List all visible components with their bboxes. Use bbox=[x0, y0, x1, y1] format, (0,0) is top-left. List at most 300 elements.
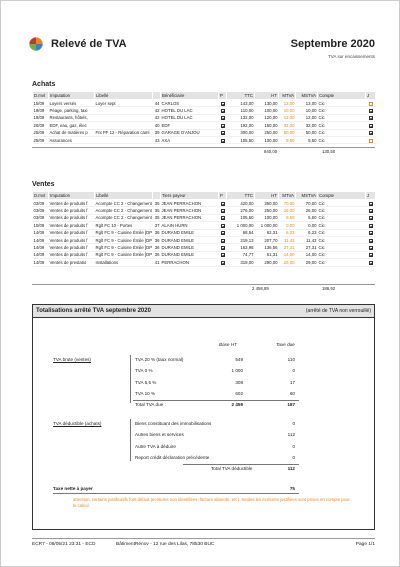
cell-ttc: 163,98 bbox=[227, 244, 255, 251]
cell-mstva: 14,00 bbox=[296, 251, 318, 258]
cell-benef_no: 35 bbox=[153, 214, 161, 221]
cell-benef: JEAN PERRACHON bbox=[161, 207, 219, 214]
pointed-checkbox[interactable] bbox=[219, 236, 227, 243]
cell-mtva: 50,00 bbox=[279, 129, 296, 136]
cell-ht: 100,00 bbox=[255, 214, 279, 221]
achats-body bbox=[33, 100, 376, 144]
brute-row-tax: 17 bbox=[289, 380, 295, 385]
cell-compte: Cic bbox=[318, 136, 366, 143]
col-header: J bbox=[366, 192, 376, 200]
cell-compte: Cic bbox=[318, 244, 366, 251]
checkbox-icon[interactable] bbox=[369, 202, 373, 206]
cell-date: 03/09 bbox=[33, 200, 49, 207]
cell-ht: 136,56 bbox=[255, 244, 279, 251]
col-header: D.mvt bbox=[33, 192, 49, 200]
justif-checkbox[interactable] bbox=[366, 136, 376, 143]
col-header: Libellé bbox=[95, 92, 153, 100]
col-header: MTVA bbox=[279, 192, 296, 200]
cell-date: 14/09 bbox=[33, 244, 49, 251]
missing-proof-icon[interactable] bbox=[369, 139, 373, 143]
cell-benef: DURAND EMILE bbox=[161, 236, 219, 243]
ventes-header-row bbox=[33, 192, 376, 200]
cell-ttc: 68,54 bbox=[227, 229, 255, 236]
cell-mstva: 11,42 bbox=[296, 236, 318, 243]
deduct-total-rule bbox=[183, 464, 299, 465]
cell-lib: Fnt PF 12 - Réparation caml bbox=[95, 129, 153, 136]
checkbox-icon[interactable] bbox=[369, 253, 373, 257]
page-title: Relevé de TVA bbox=[51, 38, 127, 50]
ventes-total-mstva: 186,92 bbox=[322, 286, 336, 291]
brute-row-tax: 110 bbox=[287, 357, 295, 362]
cell-mtva: 29,00 bbox=[279, 259, 296, 266]
cell-benef: EDF bbox=[161, 122, 219, 129]
achats-header-row bbox=[33, 92, 376, 100]
pointed-checkbox[interactable] bbox=[219, 136, 227, 143]
checkbox-icon[interactable] bbox=[221, 102, 225, 106]
deduct-total-value: 112 bbox=[287, 466, 295, 471]
cell-ht: 160,00 bbox=[255, 122, 279, 129]
net-tax-label: Taxe nette à payer bbox=[53, 486, 93, 491]
cell-date: 15/09 bbox=[33, 100, 49, 107]
cell-mstva: 5,50 bbox=[296, 136, 318, 143]
checkbox-icon[interactable] bbox=[221, 246, 225, 250]
col-header: D.mvt bbox=[33, 92, 49, 100]
cell-date: 03/09 bbox=[33, 207, 49, 214]
base-ht-header: Base HT bbox=[219, 342, 237, 347]
cell-imp: Ventes de produits f bbox=[49, 222, 95, 229]
cell-benef_no: 36 bbox=[153, 229, 161, 236]
cell-benef: JEAN PERRACHON bbox=[161, 214, 219, 221]
cell-benef: HOTEL DU LAC bbox=[161, 114, 219, 121]
brute-row-label: TVA 5,5 % bbox=[135, 380, 157, 385]
cell-ht: 250,00 bbox=[255, 207, 279, 214]
col-header: MTVA bbox=[279, 92, 296, 100]
brute-total-base: 2 459 bbox=[231, 402, 243, 407]
justif-checkbox[interactable] bbox=[366, 251, 376, 258]
cell-ht: 350,00 bbox=[255, 200, 279, 207]
cell-mtva: 6,23 bbox=[279, 229, 296, 236]
cell-mtva: 27,31 bbox=[279, 244, 296, 251]
cell-lib: Rglt FC 9 - Cuisine Émile [DP bbox=[95, 237, 153, 243]
cell-date: 20/09 bbox=[33, 122, 49, 129]
cell-benef: ALAIN HURN bbox=[161, 222, 219, 229]
brute-bracket bbox=[130, 355, 131, 403]
cell-imp: Assurances bbox=[49, 136, 95, 143]
cell-benef_no: 43 bbox=[153, 136, 161, 143]
col-header: P bbox=[219, 92, 227, 100]
justif-checkbox[interactable] bbox=[366, 200, 376, 207]
cell-benef: HOTEL DU LAC bbox=[161, 107, 219, 114]
cell-date: 19/09 bbox=[33, 107, 49, 114]
cell-date: 03/09 bbox=[33, 214, 49, 221]
ventes-body bbox=[33, 200, 376, 267]
cell-mtva: 26,00 bbox=[279, 207, 296, 214]
cell-imp: Restaurants, hôtels, bbox=[49, 114, 95, 121]
cell-mstva: 13,00 bbox=[296, 100, 318, 107]
col-header: MSTVA bbox=[296, 92, 318, 100]
col-header: J bbox=[366, 92, 376, 100]
cell-benef: DURAND EMILE bbox=[161, 244, 219, 251]
cell-ttc: 110,00 bbox=[227, 107, 255, 114]
cell-benef: PERRACHON bbox=[161, 259, 219, 266]
vat-deductible-label: TVA déductible (achats) bbox=[53, 421, 102, 426]
checkbox-icon[interactable] bbox=[369, 109, 373, 113]
cell-lib bbox=[95, 122, 153, 129]
cell-benef_no: 36 bbox=[153, 236, 161, 243]
checkbox-icon[interactable] bbox=[369, 246, 373, 250]
cell-ht: 207,70 bbox=[255, 236, 279, 243]
table-row[interactable] bbox=[33, 136, 376, 143]
cell-lib: Acompte CC 2 - Changement bbox=[95, 215, 152, 221]
checkbox-icon[interactable] bbox=[221, 224, 225, 228]
justif-checkbox[interactable] bbox=[366, 229, 376, 236]
brute-row-base: 308 bbox=[235, 380, 243, 385]
table-row[interactable] bbox=[33, 251, 376, 258]
checkbox-icon[interactable] bbox=[221, 239, 225, 243]
footer-company: BâtimentRénov - 12 rue des Lilas, 78530 BUC bbox=[116, 542, 215, 547]
justif-checkbox[interactable] bbox=[366, 107, 376, 114]
table-row[interactable] bbox=[33, 129, 376, 136]
cell-date: 14/09 bbox=[33, 251, 49, 258]
cell-lib: Acompte CC 2 - Changement bbox=[95, 208, 152, 214]
cell-ht: 130,00 bbox=[255, 100, 279, 107]
cell-compte: Cic bbox=[318, 114, 366, 121]
cell-mtva: 70,00 bbox=[279, 200, 296, 207]
cell-lib: Loyer sept bbox=[95, 100, 153, 107]
pointed-checkbox[interactable] bbox=[219, 222, 227, 229]
cell-mstva: 12,00 bbox=[296, 114, 318, 121]
cell-mstva: 5,50 bbox=[296, 214, 318, 221]
cell-benef_no: 36 bbox=[153, 244, 161, 251]
cell-benef: CARLOS bbox=[161, 100, 219, 107]
deduct-row-label: Report crédit déclaration précédente bbox=[135, 455, 210, 460]
pointed-checkbox[interactable] bbox=[219, 200, 227, 207]
cell-benef_no: 37 bbox=[153, 222, 161, 229]
cell-imp: Péage, parking, taxi bbox=[49, 107, 95, 114]
pointed-checkbox[interactable] bbox=[219, 100, 227, 107]
vat-brute-label: TVA brute (ventes) bbox=[53, 357, 91, 362]
cell-lib: Rglt FC 10 - Portes bbox=[95, 222, 153, 229]
justif-checkbox[interactable] bbox=[366, 100, 376, 107]
pointed-checkbox[interactable] bbox=[219, 129, 227, 136]
deduct-row-tax: 0 bbox=[292, 444, 295, 449]
checkbox-icon[interactable] bbox=[221, 139, 225, 143]
cell-benef: DURAND EMILE bbox=[161, 229, 219, 236]
cell-imp: Achat de matières p bbox=[49, 129, 95, 136]
cell-ttc: 300,00 bbox=[227, 129, 255, 136]
brute-row-label: TVA 0 % bbox=[135, 368, 153, 373]
pointed-checkbox[interactable] bbox=[219, 114, 227, 121]
col-header: HT bbox=[255, 92, 279, 100]
checkbox-icon[interactable] bbox=[221, 209, 225, 213]
achats-total-ht: 840,00 bbox=[264, 149, 278, 154]
cell-compte: Cic bbox=[318, 259, 366, 266]
pointed-checkbox[interactable] bbox=[219, 207, 227, 214]
net-rule bbox=[53, 493, 299, 494]
page-footer bbox=[32, 538, 375, 548]
col-header: Compte bbox=[318, 92, 366, 100]
pointed-checkbox[interactable] bbox=[219, 259, 227, 266]
pointed-checkbox[interactable] bbox=[219, 107, 227, 114]
col-header: HT bbox=[255, 192, 279, 200]
cell-mtva: 5,50 bbox=[279, 136, 296, 143]
taxe-due-header: Taxe due bbox=[276, 342, 295, 347]
brute-row-base: 1 000 bbox=[231, 368, 243, 373]
cell-imp: Ventes de produits f bbox=[49, 200, 95, 207]
checkbox-icon[interactable] bbox=[221, 202, 225, 206]
justif-checkbox[interactable] bbox=[366, 244, 376, 251]
cell-compte: Cic bbox=[318, 107, 366, 114]
cell-ht: 120,00 bbox=[255, 114, 279, 121]
cell-ttc: 219,13 bbox=[227, 236, 255, 243]
cell-mtva: 5,50 bbox=[279, 214, 296, 221]
cell-benef_no: 40 bbox=[153, 122, 161, 129]
col-header: Bénéficiaire bbox=[161, 92, 219, 100]
checkbox-icon[interactable] bbox=[221, 231, 225, 235]
deduct-row-tax: 112 bbox=[287, 432, 295, 437]
ventes-section-title: Ventes bbox=[32, 181, 55, 188]
cell-compte: Cic bbox=[318, 100, 366, 107]
cell-compte: Cic bbox=[318, 207, 366, 214]
table-row[interactable] bbox=[33, 214, 376, 221]
col-header: Libellé bbox=[95, 192, 153, 200]
cell-benef: GARAGE D'ANJOU bbox=[161, 129, 219, 136]
table-row[interactable] bbox=[33, 100, 376, 107]
brute-row-label: TVA 20 % (taux normal) bbox=[135, 357, 184, 362]
cell-imp: Ventes de produits f bbox=[49, 251, 95, 258]
cell-imp: Ventes de prestatio bbox=[49, 259, 95, 266]
cell-date: 10/09 bbox=[33, 222, 49, 229]
cell-compte: Cic bbox=[318, 129, 366, 136]
cell-imp: Ventes de produits f bbox=[49, 244, 95, 251]
brute-total-tax: 187 bbox=[287, 402, 295, 407]
cell-date: 14/09 bbox=[33, 229, 49, 236]
cell-benef_no: 39 bbox=[153, 129, 161, 136]
cell-ttc: 1 000,00 bbox=[227, 222, 255, 229]
cell-compte: Cic bbox=[318, 236, 366, 243]
deduct-row-tax: 0 bbox=[292, 421, 295, 426]
justif-checkbox[interactable] bbox=[366, 222, 376, 229]
achats-table bbox=[32, 91, 376, 144]
deduct-total-label: Total TVA déductible bbox=[211, 466, 253, 471]
cell-date: 25/09 bbox=[33, 129, 49, 136]
table-row[interactable] bbox=[33, 236, 376, 243]
deduct-bracket bbox=[130, 419, 131, 461]
cell-mtva: 32,00 bbox=[279, 122, 296, 129]
cell-mstva: 70,00 bbox=[296, 200, 318, 207]
brute-total-label: Total TVA due : bbox=[135, 402, 166, 407]
justif-checkbox[interactable] bbox=[366, 122, 376, 129]
checkbox-icon[interactable] bbox=[221, 131, 225, 135]
cell-ttc: 420,00 bbox=[227, 200, 255, 207]
table-row[interactable] bbox=[33, 229, 376, 236]
cell-mstva: 50,00 bbox=[296, 129, 318, 136]
cell-imp: Ventes de produits f bbox=[49, 214, 95, 221]
checkbox-icon[interactable] bbox=[221, 216, 225, 220]
brute-total-rule bbox=[133, 400, 299, 401]
pointed-checkbox[interactable] bbox=[219, 122, 227, 129]
footer-ref: ECR7 - 08/05/21 23:31 - ECD bbox=[32, 542, 96, 547]
cell-mtva: 14,00 bbox=[279, 251, 296, 258]
checkbox-icon[interactable] bbox=[369, 216, 373, 220]
brute-row-tax: 0 bbox=[292, 368, 295, 373]
cell-imp: Ventes de produits f bbox=[49, 236, 95, 243]
app-logo-icon bbox=[29, 37, 43, 51]
cell-ht: 62,31 bbox=[255, 229, 279, 236]
col-header-blank bbox=[153, 92, 161, 100]
checkbox-icon[interactable] bbox=[369, 231, 373, 235]
brute-row-base: 602 bbox=[235, 391, 243, 396]
achats-totals bbox=[32, 147, 375, 154]
cell-benef_no: 36 bbox=[153, 251, 161, 258]
cell-imp: EDF, eau, gaz, élec bbox=[49, 122, 95, 129]
justif-checkbox[interactable] bbox=[366, 207, 376, 214]
checkbox-icon[interactable] bbox=[221, 261, 225, 265]
checkbox-icon[interactable] bbox=[369, 124, 373, 128]
cell-imp: Loyers versés bbox=[49, 100, 95, 107]
justif-checkbox[interactable] bbox=[366, 236, 376, 243]
cell-lib: Rglt FC 9 - Cuisine Émile [DP bbox=[95, 245, 153, 251]
cell-lib: Installations bbox=[95, 259, 153, 266]
cell-benef_no: 42 bbox=[153, 114, 161, 121]
justif-checkbox[interactable] bbox=[366, 214, 376, 221]
brute-row-tax: 60 bbox=[289, 391, 295, 396]
achats-total-mstva: 130,50 bbox=[322, 149, 336, 154]
vat-summary-box bbox=[32, 304, 375, 530]
achats-section-title: Achats bbox=[32, 81, 56, 88]
table-row[interactable] bbox=[33, 200, 376, 207]
period-label: Septembre 2020 bbox=[290, 38, 375, 50]
checkbox-icon[interactable] bbox=[369, 116, 373, 120]
cell-ttc: 276,00 bbox=[227, 207, 255, 214]
pointed-checkbox[interactable] bbox=[219, 214, 227, 221]
cell-mstva: 26,00 bbox=[296, 207, 318, 214]
cell-ht: 290,00 bbox=[255, 259, 279, 266]
cell-date: 25/09 bbox=[33, 136, 49, 143]
table-row[interactable] bbox=[33, 259, 376, 266]
justif-checkbox[interactable] bbox=[366, 129, 376, 136]
ventes-total-ht: 2 458,89 bbox=[252, 286, 269, 291]
missing-proof-warning: attention, certains justificatifs font défaut (écritures non identifiées, facture absente, etc). Seules les écritures justifiées sont prises en compte pour le calcul. bbox=[73, 497, 350, 508]
cell-mstva: 10,00 bbox=[296, 107, 318, 114]
cell-benef: DURAND EMILE bbox=[161, 251, 219, 258]
brute-row-base: 549 bbox=[235, 357, 243, 362]
cell-ht: 61,31 bbox=[255, 251, 279, 258]
cell-ttc: 132,00 bbox=[227, 114, 255, 121]
deduct-row-label: Biens constituant des immobilisations bbox=[135, 421, 212, 426]
checkbox-icon[interactable] bbox=[369, 131, 373, 135]
cell-compte: Cic bbox=[318, 122, 366, 129]
cell-mstva: 0,00 bbox=[296, 222, 318, 229]
cell-benef_no: 35 bbox=[153, 200, 161, 207]
checkbox-icon[interactable] bbox=[221, 253, 225, 257]
ventes-totals bbox=[32, 284, 375, 291]
col-header: MSTVA bbox=[296, 192, 318, 200]
lock-status: (arrêté de TVA non verrouillé) bbox=[305, 308, 371, 314]
cell-ht: 1 000,00 bbox=[255, 222, 279, 229]
col-header: TTC bbox=[227, 92, 255, 100]
cell-compte: Cic bbox=[318, 251, 366, 258]
cell-ht: 100,00 bbox=[255, 107, 279, 114]
cell-date: 19/09 bbox=[33, 114, 49, 121]
summary-title: Totalisations arrêté TVA septembre 2020 bbox=[36, 308, 151, 314]
table-row[interactable] bbox=[33, 114, 376, 121]
checkbox-icon[interactable] bbox=[221, 116, 225, 120]
justif-checkbox[interactable] bbox=[366, 114, 376, 121]
deduct-row-label: Autres biens et services bbox=[135, 432, 184, 437]
cell-lib: Acompte CC 2 - Changement bbox=[95, 200, 152, 206]
checkbox-icon[interactable] bbox=[221, 124, 225, 128]
missing-proof-icon[interactable] bbox=[369, 102, 373, 106]
cell-benef_no: 35 bbox=[153, 207, 161, 214]
report-header bbox=[29, 37, 375, 61]
cell-compte: Cic bbox=[318, 229, 366, 236]
deduct-row-tax: 0 bbox=[292, 455, 295, 460]
cell-mstva: 32,00 bbox=[296, 122, 318, 129]
cell-lib: Rglt FC 9 - Cuisine Émile [DP bbox=[95, 230, 153, 236]
cell-ht: 100,00 bbox=[255, 136, 279, 143]
table-row[interactable] bbox=[33, 207, 376, 214]
cell-mtva: 10,00 bbox=[279, 107, 296, 114]
cell-date: 14/09 bbox=[33, 236, 49, 243]
checkbox-icon[interactable] bbox=[369, 209, 373, 213]
checkbox-icon[interactable] bbox=[221, 109, 225, 113]
cell-mtva: 11,42 bbox=[279, 236, 296, 243]
vat-regime-note: TVA sur encaissements bbox=[328, 54, 375, 59]
checkbox-icon[interactable] bbox=[369, 261, 373, 265]
cell-mtva: 12,00 bbox=[279, 114, 296, 121]
cell-ttc: 319,00 bbox=[227, 259, 255, 266]
cell-ttc: 143,00 bbox=[227, 100, 255, 107]
net-tax-value: 75 bbox=[289, 486, 295, 491]
cell-mstva: 27,31 bbox=[296, 244, 318, 251]
col-header: Imputation bbox=[49, 92, 95, 100]
table-row[interactable] bbox=[33, 122, 376, 129]
cell-lib bbox=[95, 136, 153, 143]
deduct-row-label: Autre TVA à déduire bbox=[135, 444, 176, 449]
cell-compte: Cic bbox=[318, 200, 366, 207]
cell-mstva: 6,23 bbox=[296, 229, 318, 236]
cell-compte: Cic bbox=[318, 222, 366, 229]
col-header: P bbox=[219, 192, 227, 200]
page-number: Page 1/1 bbox=[355, 542, 375, 547]
cell-date: 14/09 bbox=[33, 259, 49, 266]
col-header: TTC bbox=[227, 192, 255, 200]
cell-ttc: 74,77 bbox=[227, 251, 255, 258]
pointed-checkbox[interactable] bbox=[219, 244, 227, 251]
col-header-blank bbox=[153, 192, 161, 200]
cell-lib bbox=[95, 107, 153, 114]
cell-ttc: 105,50 bbox=[227, 214, 255, 221]
cell-mstva: 29,00 bbox=[296, 259, 318, 266]
pointed-checkbox[interactable] bbox=[219, 251, 227, 258]
brute-row-label: TVA 10 % bbox=[135, 391, 156, 396]
col-header: Imputation bbox=[49, 192, 95, 200]
summary-header bbox=[33, 305, 374, 318]
justif-checkbox[interactable] bbox=[366, 259, 376, 266]
cell-lib bbox=[95, 114, 153, 121]
table-row[interactable] bbox=[33, 222, 376, 229]
checkbox-icon[interactable] bbox=[369, 239, 373, 243]
table-row[interactable] bbox=[33, 244, 376, 251]
cell-ht: 250,00 bbox=[255, 129, 279, 136]
cell-benef_no: 42 bbox=[153, 107, 161, 114]
pointed-checkbox[interactable] bbox=[219, 229, 227, 236]
cell-ttc: 105,50 bbox=[227, 136, 255, 143]
checkbox-icon[interactable] bbox=[369, 224, 373, 228]
table-row[interactable] bbox=[33, 107, 376, 114]
cell-lib: Rglt FC 9 - Cuisine Émile [DP bbox=[95, 252, 153, 258]
